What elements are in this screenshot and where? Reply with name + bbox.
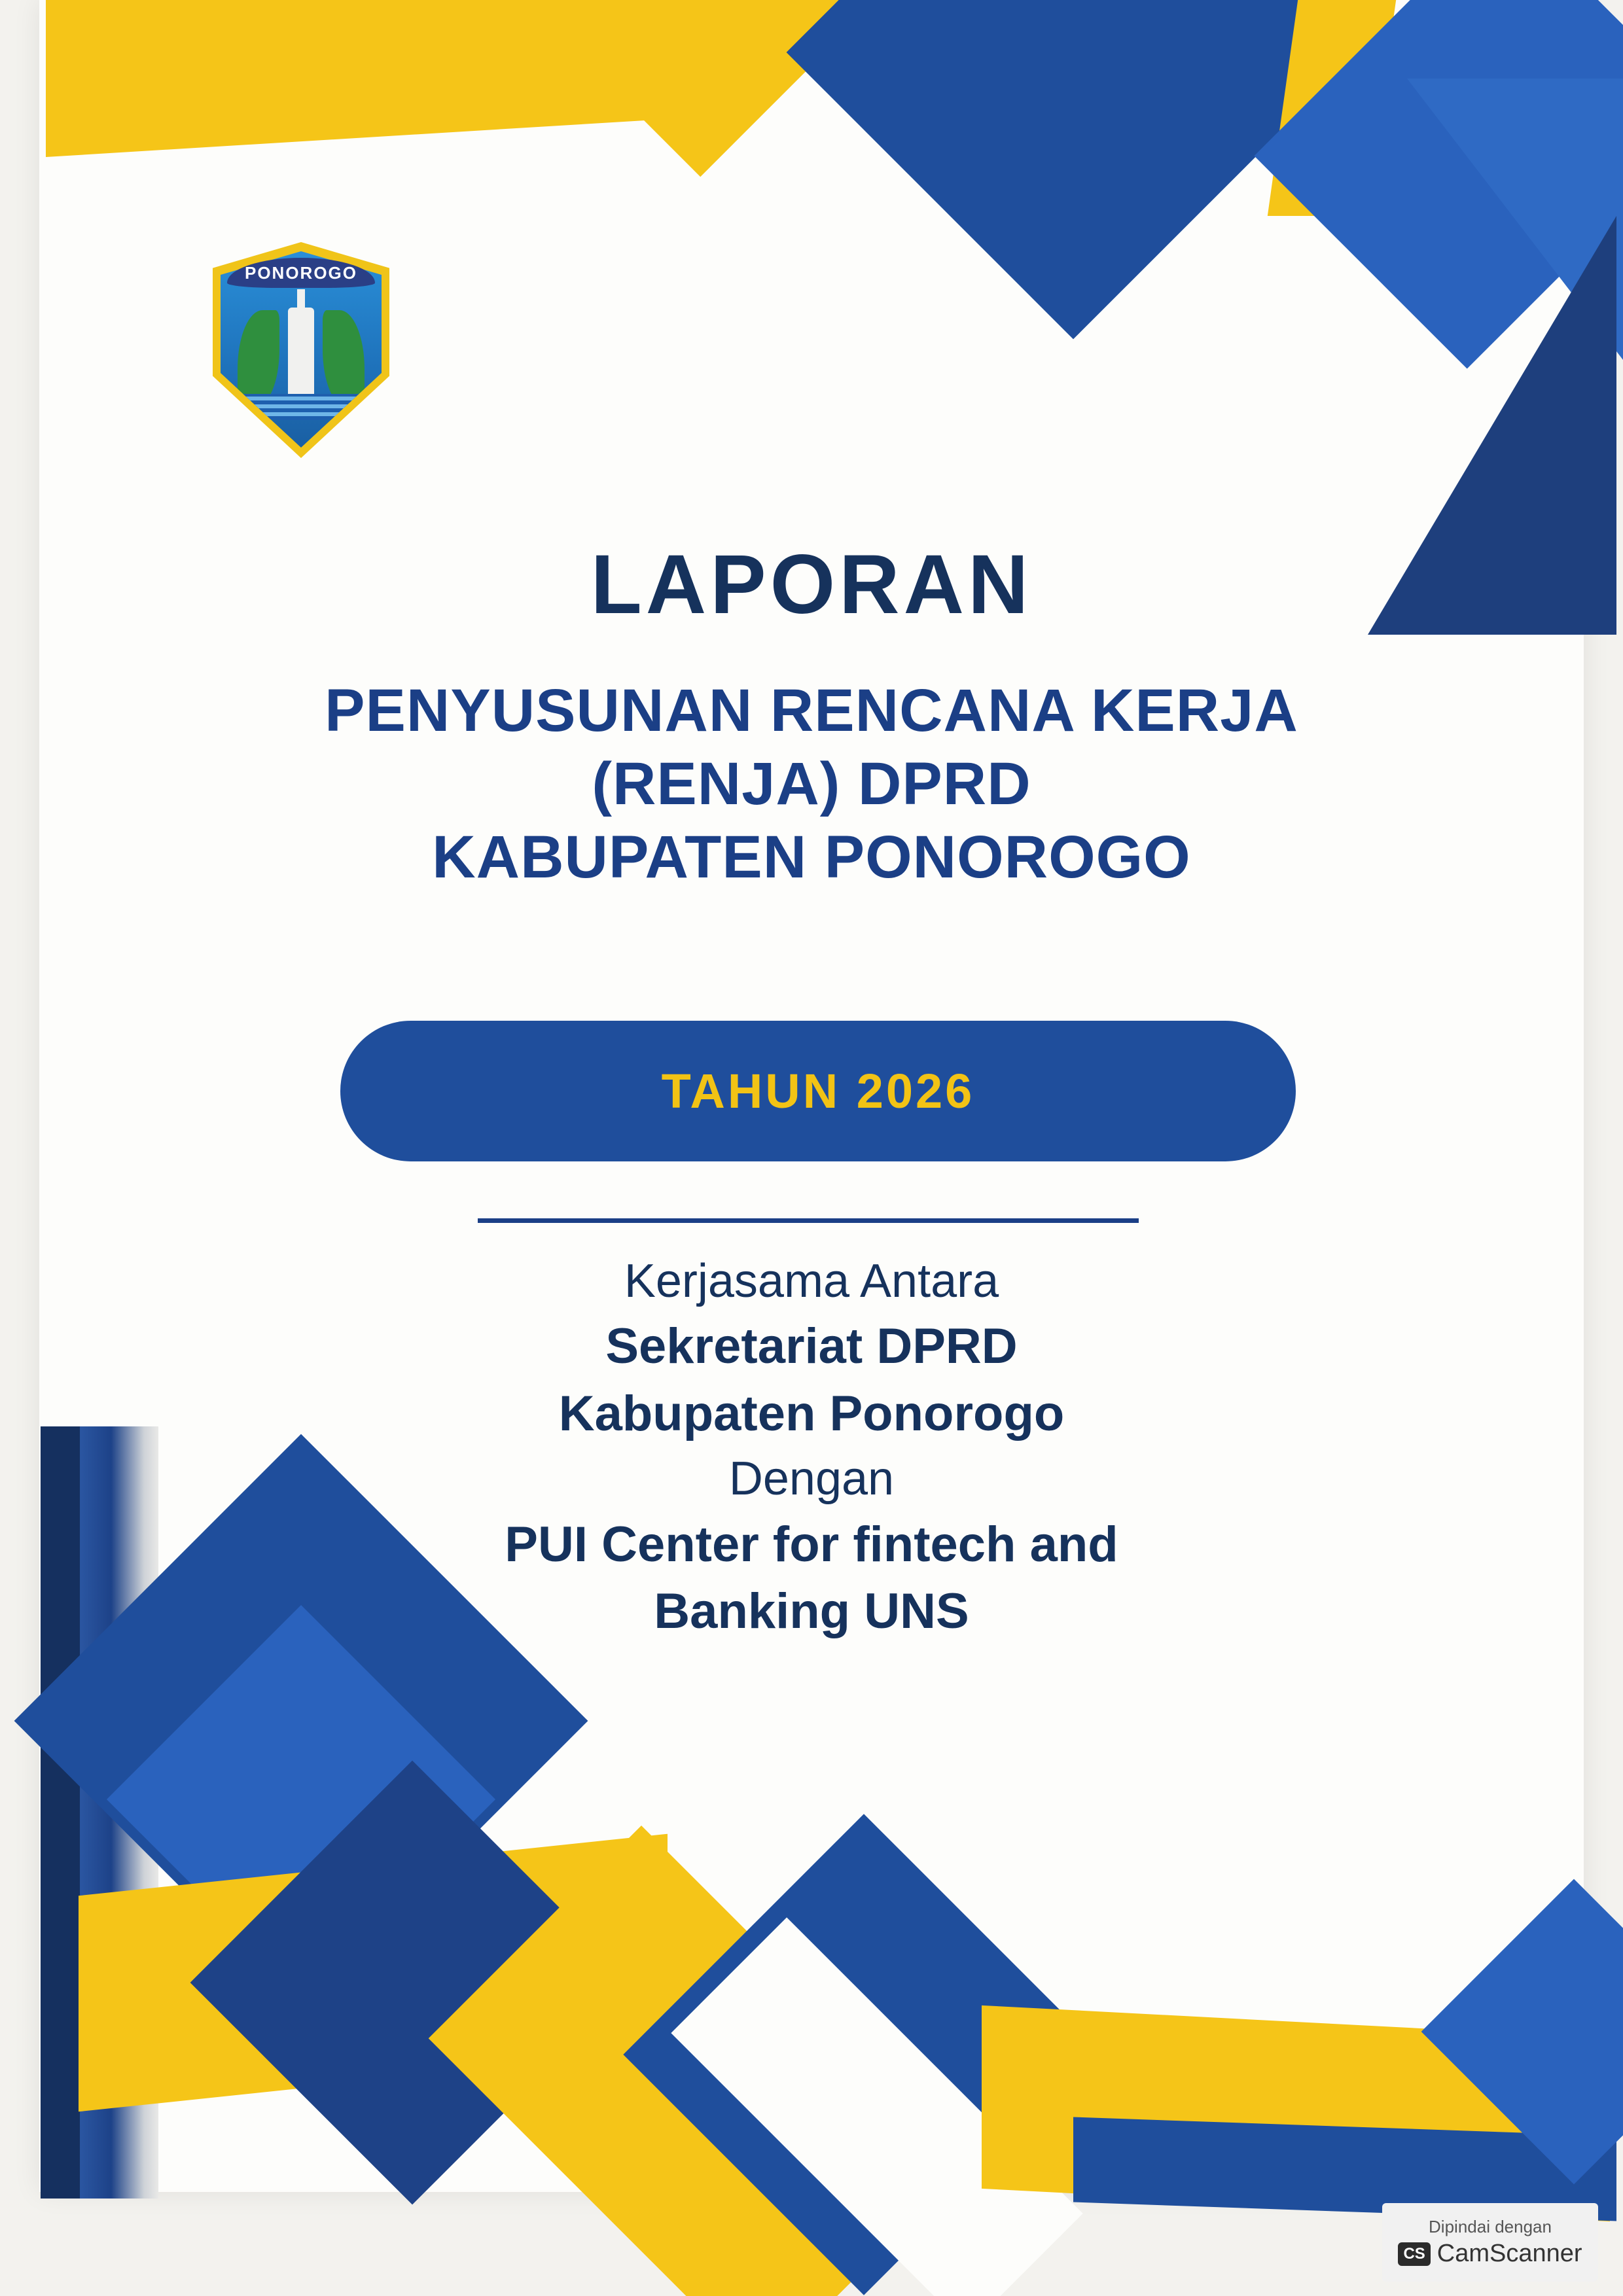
watermark-top-text: Dipindai dengan [1429, 2217, 1552, 2236]
credits-line-3: Kabupaten Ponorogo [558, 1385, 1065, 1441]
emblem-band-label: PONOROGO [227, 258, 375, 288]
top-left-yellow-block [72, 0, 157, 137]
ponorogo-emblem-icon [213, 242, 389, 458]
emblem-monument [288, 308, 314, 406]
watermark-brand-text: CamScanner [1436, 2240, 1582, 2267]
book-spine-edge [41, 1426, 80, 2199]
camscanner-watermark [1382, 2203, 1598, 2282]
credits-line-6: Banking UNS [654, 1583, 969, 1640]
credits-line-5: PUI Center for fintech and [505, 1516, 1118, 1572]
watermark-brand-row [1398, 2240, 1582, 2268]
credits-line-2: Sekretariat DPRD [605, 1318, 1018, 1375]
credits-line-1: Kerjasama Antara [624, 1255, 999, 1307]
subtitle-line-1: PENYUSUNAN RENCANA KERJA [325, 677, 1298, 744]
credits-block [196, 1250, 1427, 1646]
subtitle-line-3: KABUPATEN PONOROGO [432, 824, 1191, 891]
page-title: LAPORAN [590, 538, 1033, 631]
subtitle-line-2: (RENJA) DPRD [592, 751, 1031, 818]
year-badge [340, 1021, 1296, 1161]
page-subtitle [111, 674, 1512, 894]
divider [478, 1218, 1139, 1223]
year-badge-label: TAHUN 2026 [661, 1064, 975, 1118]
credits-line-4: Dengan [728, 1453, 895, 1506]
camscanner-logo-icon: CS [1398, 2242, 1430, 2266]
